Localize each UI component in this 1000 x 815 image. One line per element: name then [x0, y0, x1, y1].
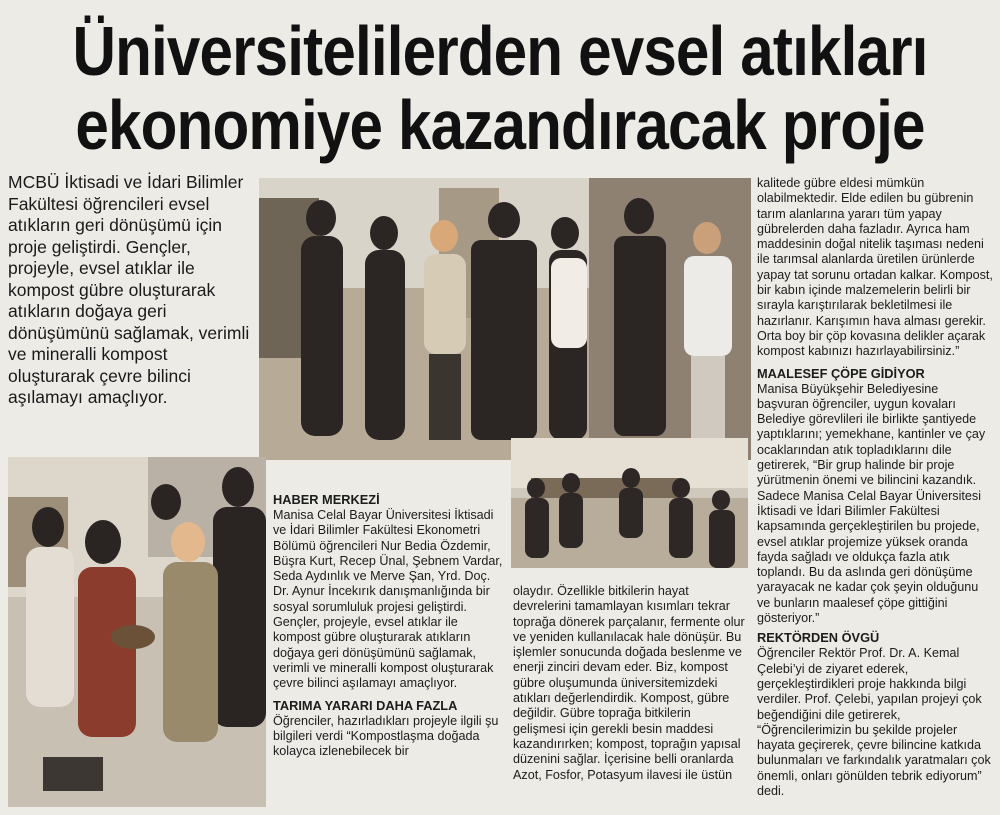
subhead-rektorden-ovgu: REKTÖRDEN ÖVGÜ [757, 630, 880, 646]
subhead-haber-merkezi: HABER MERKEZİ [273, 492, 380, 507]
students-photo-drawing [8, 457, 266, 807]
article-column-1 [273, 492, 505, 759]
lead-paragraph: MCBÜ İktisadi ve İdari Bilimler Fakültesi öğrencileri evsel atıkların geri dönüşümü için proje geliştirdi. Gençler, projeyle, evsel atıklar ile kompost gübre oluşturarak atıkların doğaya geri dönüşümünü sağlamak, verimli ve mineralli kompost oluşturarak çevre bilinci aşılamayı amaçlıyor. [8, 172, 250, 407]
students-photo [8, 457, 266, 807]
article-column-3 [757, 176, 993, 799]
col2-paragraph-1: olaydır. Özellikle bitkilerin hayat devrelerini tamamlayan kısımları tekrar toprağa dönerek parçalanır, fermente olur ve yeniden kullanılacak hale dönüşür. Bu işlemler sonucunda doğada beslenme ve enerji zinciri devam eder. Biz, kompost gübre oluşumunda üniversitemizdeki atıkları değerlendirdik. Kompost, gübre değildir. Gübre toprağa bitkilerin gelişmesi için gerekli besin maddesi kazandırırken; kompost, toprağın yapısal düzenini sağlar. İçerisine belli oranlarda Azot, Fosfor, Potasyum ilavesi ile üstün [513, 584, 745, 782]
subhead-maalesef-cope-gidiyor: MAALESEF ÇÖPE GİDİYOR [757, 365, 925, 381]
headline [70, 14, 930, 162]
headline-line-2: ekonomiye kazandıracak proje [75, 86, 925, 164]
rector-photo-drawing [511, 438, 748, 568]
col3-paragraph-3: Öğrenciler Rektör Prof. Dr. A. Kemal Çelebi’yi de ziyaret ederek, gerçekleştirdikleri proje hakkında bilgi verdiler. Prof. Çelebi, yapılan projeyi çok beğendiğini dile getirerek, “Öğrencilerimizin bu şekilde projeler hayata geçirerek, çevre bilincine katkıda bulunmaları ve farkındalık yaratmaları çok önemli, onları gönülden tebrik ediyorum” dedi. [757, 646, 991, 798]
main-group-photo [259, 178, 751, 460]
headline-line-1: Üniversitelilerden evsel atıkları [72, 12, 928, 90]
col1-paragraph-1: Manisa Celal Bayar Üniversitesi İktisadi ve İdari Bilimler Fakültesi Ekonometri Bölümü öğrencileri Nur Bedia Özdemir, Büşra Kurt, Recep Ünal, Şebnem Vardar, Seda Aydınlık ve Merve Şan, Yrd. Doç. Dr. Aynur İncekırık danışmanlığında bir sosyal sorumluluk projesi geliştirdi. Gençler, projeyle, evsel atıklar ile kompost gübre oluşturarak atıkların doğaya geri dönüşümünü sağlamak, verimli ve mineralli kompost oluşturarak çevre bilinci aşılamayı amaçlıyor. [273, 508, 503, 691]
col1-paragraph-2: Öğrenciler, hazırladıkları projeyle ilgili şu bilgileri verdi “Kompostlaşma doğada kolayca izlenebilecek bir [273, 713, 499, 759]
subhead-tarima-yarari: TARIMA YARARI DAHA FAZLA [273, 697, 458, 713]
article-column-2 [513, 584, 745, 783]
col3-paragraph-2: Manisa Büyükşehir Belediyesine başvuran öğrenciler, uygun kovaları Belediye görevlileri ile birlikte şantiyede yaptıklarını; yemekhane, kantinler ve çay ocaklarından atık topladıklarını dile getirerek, “Bir grup halinde bir proje yürütmenin önemi ve bilincini kazandık. Sadece Manisa Celal Bayar Üniversitesi İktisadi ve İdari Bilimler Fakültesi kapsamında gerçekleştirilen bu projede, evsel atıklar projemize yüksek oranda fayda sağladı ve oldukça fazla atık toplandı. Bu da aslında geri dönüşüme yarayacak ne kadar çok şeyin olduğunu ve bunların maalesef çöpe gittiğini gösteriyor.” [757, 381, 986, 626]
main-photo-drawing [259, 178, 751, 460]
rector-visit-photo [511, 438, 748, 568]
col3-paragraph-1: kalitede gübre eldesi mümkün olabilmektedir. Elde edilen bu gübrenin tarım alanlarına yararı tüm yapay gübrelerden daha fazladır. Ayrıca ham maddesinin doğal nitelik taşıması nedeni ile tarımsal alanlarda üretilen ürünlerde yapay tat sorunu ortadan kalkar. Kompost, bir kabın içinde malzemelerin belirli bir sırayla karıştırılarak bekletilmesi ile hazırlanır. Karışımın hava alması gerekir. Orta boy bir çöp kovasına delikler açarak kompost kabınızı hazırlayabilirsiniz.” [757, 176, 993, 359]
